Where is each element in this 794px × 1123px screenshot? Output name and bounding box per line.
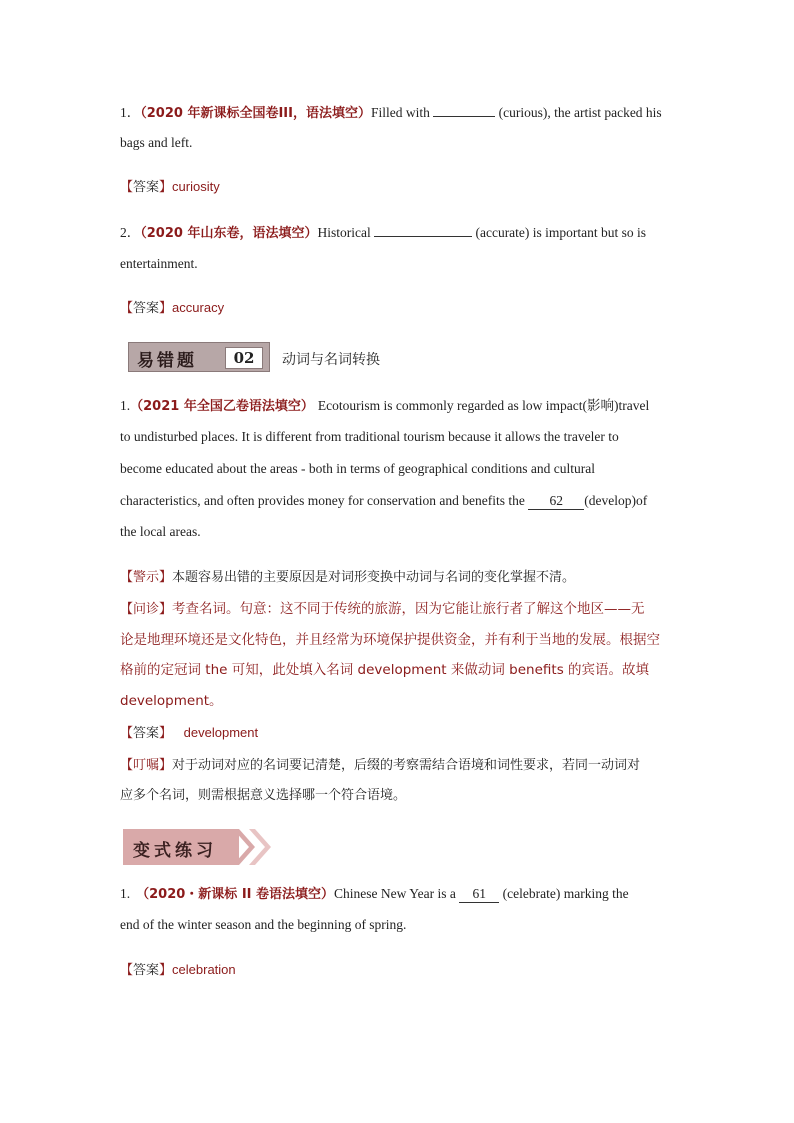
q2-answer-value: accuracy	[172, 300, 225, 315]
q1-blank	[433, 102, 495, 117]
q1-answer	[120, 177, 680, 198]
diagnosis-line1	[120, 599, 680, 620]
q1-text-post: (curious), the artist packed his	[495, 105, 662, 120]
q4-answer	[120, 960, 680, 981]
q3-line1	[120, 396, 680, 417]
section-banner	[128, 342, 270, 372]
q3-line2: to undisturbed places. It is different from traditional tourism because it allows the traveler to	[120, 429, 619, 444]
q3-blank: 62	[528, 493, 584, 510]
q3-text-1: Ecotourism is commonly regarded as low impact(影响)travel	[317, 398, 650, 413]
q1-answer-label: 【答案】	[120, 180, 173, 195]
diagnosis-line2: 论是地理环境还是文化特色，并且经常为环境保护提供资金，并有利于当地的发展。根据空	[120, 632, 660, 648]
q4-text-pre: Chinese New Year is a	[334, 886, 460, 901]
q4-blank: 61	[459, 886, 499, 903]
q3-line5: the local areas.	[120, 524, 201, 539]
diagnosis-line4: development。	[120, 693, 223, 709]
q3-answer-label: 【答案】	[120, 726, 173, 741]
q3-source: （2021 年全国乙卷语法填空）	[130, 399, 314, 414]
q2-answer	[120, 298, 680, 319]
q4-answer-label: 【答案】	[120, 963, 173, 978]
q2-blank	[374, 222, 472, 237]
reminder-line2: 应多个名词，则需根据意义选择哪一个符合语境。	[120, 788, 407, 803]
q1-line2: bags and left.	[120, 135, 193, 150]
diagnosis-text-1: 考查名词。句意：这不同于传统的旅游，因为它能让旅行者了解这个地区——无	[172, 601, 645, 617]
section-subtitle: 动词与名词转换	[282, 352, 380, 368]
q1-answer-value: curiosity	[172, 179, 220, 194]
variant-title: 变式练习	[133, 841, 217, 861]
reminder-tag: 【叮嘱】	[120, 758, 173, 773]
q3-line4	[120, 491, 680, 511]
q4-line1	[120, 884, 680, 905]
warning-tag: 【警示】	[120, 570, 173, 585]
q3-text-4-post: (develop)of	[584, 493, 648, 508]
q4-answer-value: celebration	[172, 962, 236, 977]
q4-number: 1.	[120, 886, 131, 901]
q2-answer-label: 【答案】	[120, 301, 173, 316]
q2-line2: entertainment.	[120, 256, 198, 271]
q3-text-4-pre: characteristics, and often provides money for conservation and benefits the	[120, 493, 529, 508]
warning	[120, 567, 680, 588]
q4-source: （2020・新课标 II 卷语法填空）	[136, 887, 335, 902]
q4-text-post: (celebrate) marking the	[499, 886, 629, 901]
q2-line1	[120, 222, 680, 244]
q3-answer	[120, 723, 680, 744]
variant-banner	[123, 829, 273, 865]
warning-text: 本题容易出错的主要原因是对词形变换中动词与名词的变化掌握不清。	[172, 570, 576, 585]
section-title: 易错题	[137, 351, 197, 371]
q1-line1	[120, 102, 680, 124]
q1-number: 1．	[120, 105, 141, 120]
q1-source: （2020 年新课标全国卷III，语法填空）	[140, 106, 371, 121]
reminder-text-1: 对于动词对应的名词要记清楚，后缀的考察需结合语境和词性要求，若同一动词对	[172, 758, 641, 773]
q1-text-pre: Filled with	[370, 105, 434, 120]
chevron-right-icon	[123, 829, 273, 865]
q4-line2: end of the winter season and the beginning of spring.	[120, 917, 407, 932]
q2-source: （2020 年山东卷，语法填空）	[140, 226, 318, 241]
diagnosis-line3: 格前的定冠词 the 可知，此处填入名词 development 来做动词 benefits 的宾语。故填	[120, 662, 650, 678]
diagnosis-tag: 【问诊】	[120, 602, 173, 617]
q3-line3: become educated about the areas - both in terms of geographical conditions and cultural	[120, 461, 595, 476]
q3-number: 1.	[120, 398, 131, 413]
reminder-line1	[120, 755, 680, 776]
q3-answer-value: development	[180, 725, 259, 740]
q2-number: 2．	[120, 225, 141, 240]
q2-text-post: (accurate) is important but so is	[472, 225, 647, 240]
section-number: 02	[225, 347, 263, 369]
q2-text-pre: Historical	[317, 225, 375, 240]
